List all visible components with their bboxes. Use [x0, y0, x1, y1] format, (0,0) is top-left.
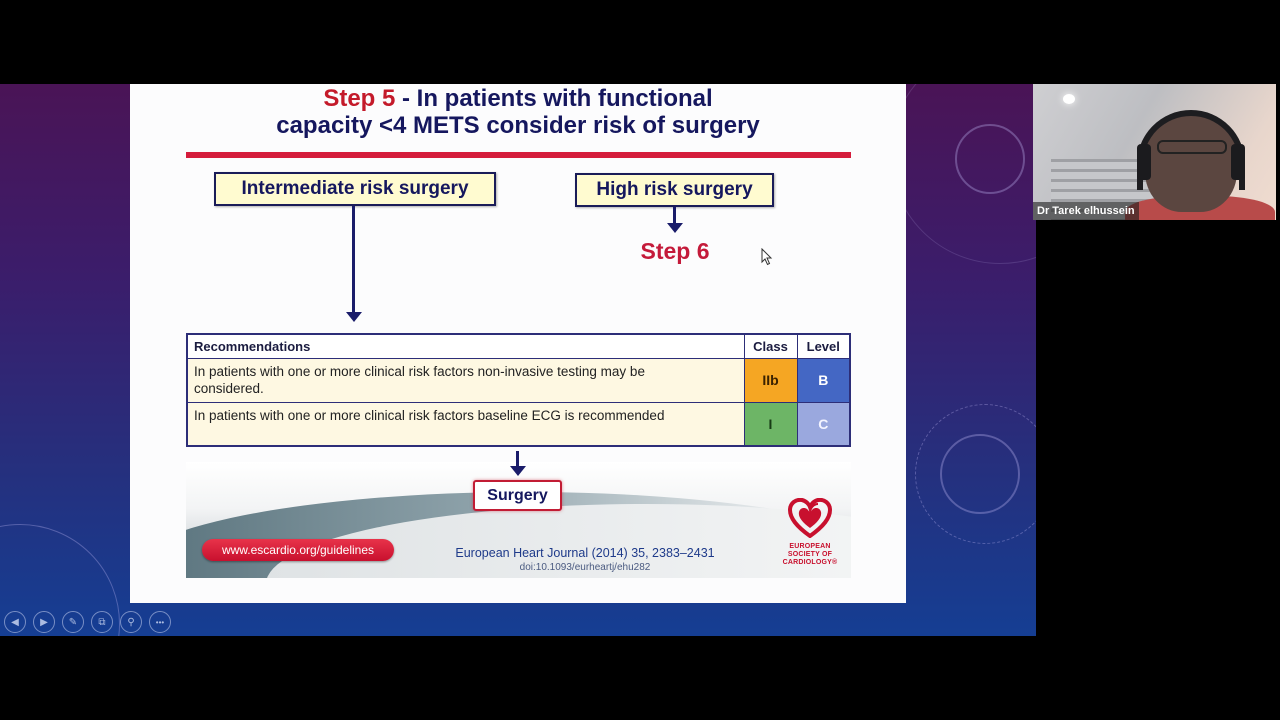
ceiling-light — [1063, 94, 1075, 104]
level-badge: B — [797, 358, 850, 402]
see-all-slides-button[interactable]: ⧉ — [91, 611, 113, 633]
intermediate-risk-box — [214, 172, 496, 206]
zoom-button[interactable]: ⚲ — [120, 611, 142, 633]
decorative-ring — [915, 404, 1036, 544]
esc-logo-line: EUROPEAN — [789, 543, 831, 550]
class-badge: I — [744, 402, 797, 446]
guidelines-url: www.escardio.org/guidelines — [202, 539, 394, 561]
arrow-head-icon — [346, 312, 362, 322]
surgery-box: Surgery — [473, 480, 562, 511]
more-options-button[interactable]: ••• — [149, 611, 171, 633]
previous-slide-button[interactable]: ◀ — [4, 611, 26, 633]
table-header-row — [187, 334, 850, 358]
headphone-cup — [1137, 144, 1151, 180]
participant-name-label: Dr Tarek elhussein — [1033, 202, 1139, 220]
arrow-high — [673, 207, 676, 223]
pen-tool-button[interactable]: ✎ — [62, 611, 84, 633]
presentation-controls — [4, 611, 172, 633]
level-badge: C — [797, 402, 850, 446]
slide — [130, 84, 906, 603]
high-risk-box — [575, 173, 774, 207]
table-row — [187, 402, 850, 446]
doi: doi:10.1093/eurheartj/ehu282 — [519, 562, 651, 573]
table-row — [187, 358, 850, 402]
arrow-head-icon — [667, 223, 683, 233]
recommendations-table — [186, 333, 851, 447]
journal-citation: European Heart Journal (2014) 35, 2383–2431 — [455, 546, 715, 560]
headphone-cup — [1231, 144, 1245, 180]
intermediate-risk-label: Intermediate risk surgery — [241, 178, 469, 199]
header-level: Level — [797, 334, 850, 358]
mouse-cursor-icon — [761, 248, 773, 266]
title-divider — [186, 152, 851, 158]
high-risk-label: High risk surgery — [596, 179, 753, 200]
header-recommendations: Recommendations — [187, 334, 744, 358]
esc-logo-line: SOCIETY OF — [787, 551, 833, 558]
slide-title — [130, 84, 906, 139]
title-line1: - In patients with functional — [395, 85, 713, 112]
arrow-surgery — [516, 451, 519, 467]
next-slide-button[interactable]: ▶ — [33, 611, 55, 633]
heart-logo-icon — [788, 498, 832, 538]
decorative-ring — [890, 84, 1036, 264]
title-step: Step 5 — [323, 85, 396, 112]
headphones-icon — [1137, 110, 1245, 190]
webcam-video-tile[interactable] — [1033, 84, 1276, 220]
esc-logo-line: CARDIOLOGY® — [782, 559, 838, 566]
recommendation-text: In patients with one or more clinical risk factors baseline ECG is recommended — [187, 402, 744, 446]
title-line2: capacity <4 METS consider risk of surgery — [276, 112, 760, 139]
esc-logo — [775, 498, 845, 567]
arrow-head-icon — [510, 466, 526, 476]
recommendation-text: In patients with one or more clinical risk factors non-invasive testing may be considered. — [187, 358, 744, 402]
header-class: Class — [744, 334, 797, 358]
class-badge: IIb — [744, 358, 797, 402]
next-step-label: Step 6 — [640, 238, 710, 264]
arrow-intermediate — [352, 206, 355, 312]
